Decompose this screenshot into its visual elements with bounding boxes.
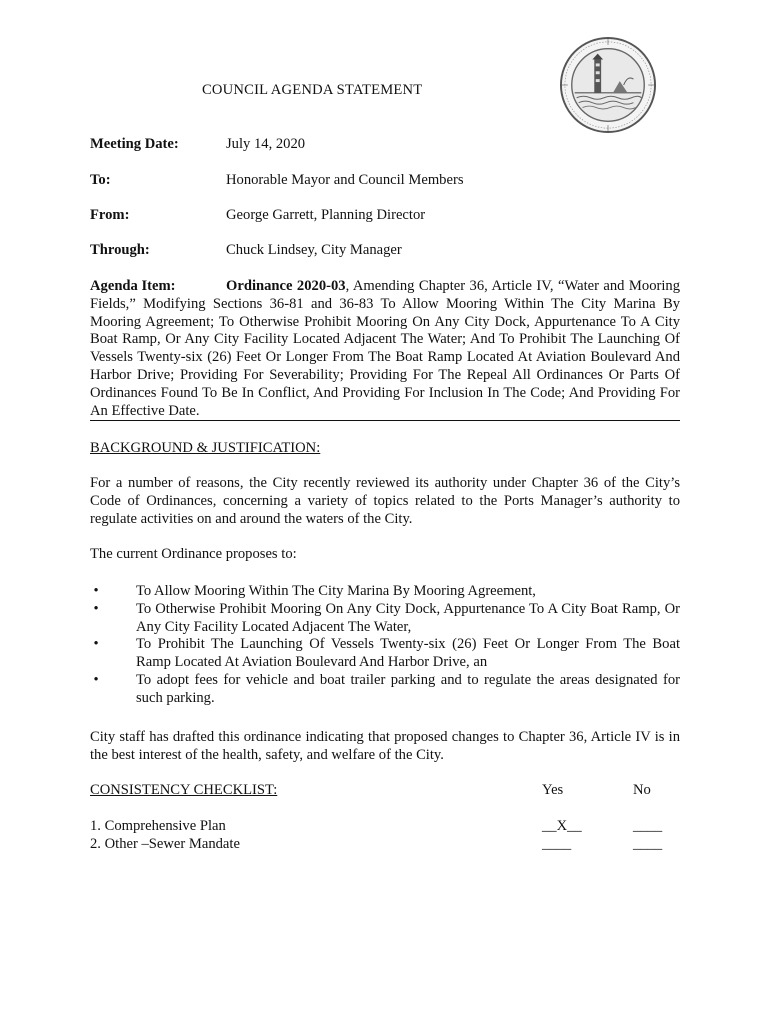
background-paragraph-3: City staff has drafted this ordinance indicating that proposed changes to Chapter 36, Article IV is in the best interest of the health, safety, and welfare of the City. (90, 729, 680, 763)
checklist-heading: CONSISTENCY CHECKLIST: (90, 782, 278, 798)
from-label: From: (90, 207, 130, 223)
through-label: Through: (90, 242, 150, 258)
agenda-item-text: , Amending Chapter 36, Article IV, “Water and Mooring Fields,” Modifying Sections 36-81 and 36-83 To Allow Mooring Within The City Marina By Mooring Agreement; To Otherwise Prohibit Mooring On Any City Dock, Appurtenance To A City Boat Ramp, Or Any City Facility Located Adjacent The Water; And To Prohibit The Launching Of Vessels Twenty-six (26) Feet Or Longer From The Boat Ramp Located At Aviation Boulevard And Harbor Drive; Providing For Severability; Providing For The Repeal All Ordinances Or Parts Of Ordinances Found To Be In Conflict, And Providing For Inclusion In The Code; And Providing For An Effective Date. (90, 278, 680, 419)
background-paragraph-1: For a number of reasons, the City recently reviewed its authority under Chapter 36 of the City’s Code of Ordinances, concerning a variety of topics related to the Ports Manager’s authority to regulate activities on and around the waters of the City. (90, 475, 680, 527)
list-item: • To Allow Mooring Within The City Marina By Mooring Agreement, (90, 583, 680, 601)
checklist-item-no-mark: ____ (633, 836, 663, 852)
city-seal-icon (559, 36, 657, 134)
from-value: George Garrett, Planning Director (226, 207, 426, 223)
checklist-yes-header: Yes (542, 782, 564, 798)
bullet-icon: • (93, 636, 99, 653)
to-label: To: (90, 172, 111, 188)
agenda-item-label: Agenda Item: (90, 278, 176, 294)
list-item: • To Otherwise Prohibit Mooring On Any City Dock, Appurtenance To A City Boat Ramp, Or Any City Facility Located Adjacent The Water, (90, 601, 680, 637)
through-value: Chuck Lindsey, City Manager (226, 242, 402, 258)
section-divider (90, 420, 680, 421)
ordinance-number: Ordinance 2020-03 (226, 278, 346, 294)
list-item: • To adopt fees for vehicle and boat trailer parking and to regulate the areas designated for such parking. (90, 672, 680, 708)
document-title: COUNCIL AGENDA STATEMENT (202, 82, 423, 98)
checklist-item-yes-mark: ____ (542, 836, 572, 852)
meeting-date-label: Meeting Date: (90, 136, 179, 152)
meeting-date-value: July 14, 2020 (226, 136, 306, 152)
bullet-icon: • (93, 671, 99, 688)
bullet-icon: • (93, 600, 99, 617)
list-item: • To Prohibit The Launching Of Vessels Twenty-six (26) Feet Or Longer From The Boat Ramp Located At Aviation Boulevard And Harbor Drive, an (90, 636, 680, 672)
checklist-item-yes-mark: __X__ (542, 818, 582, 834)
background-paragraph-2: The current Ordinance proposes to: (90, 546, 297, 562)
proposal-list (90, 583, 680, 708)
bullet-icon: • (93, 583, 99, 599)
checklist-item-no-mark: ____ (633, 818, 663, 834)
agenda-item (90, 278, 680, 420)
background-heading: BACKGROUND & JUSTIFICATION: (90, 440, 321, 456)
checklist-item-label: 2. Other –Sewer Mandate (90, 836, 240, 852)
to-value: Honorable Mayor and Council Members (226, 172, 464, 188)
checklist-no-header: No (633, 782, 651, 798)
checklist-item-label: 1. Comprehensive Plan (90, 818, 226, 834)
